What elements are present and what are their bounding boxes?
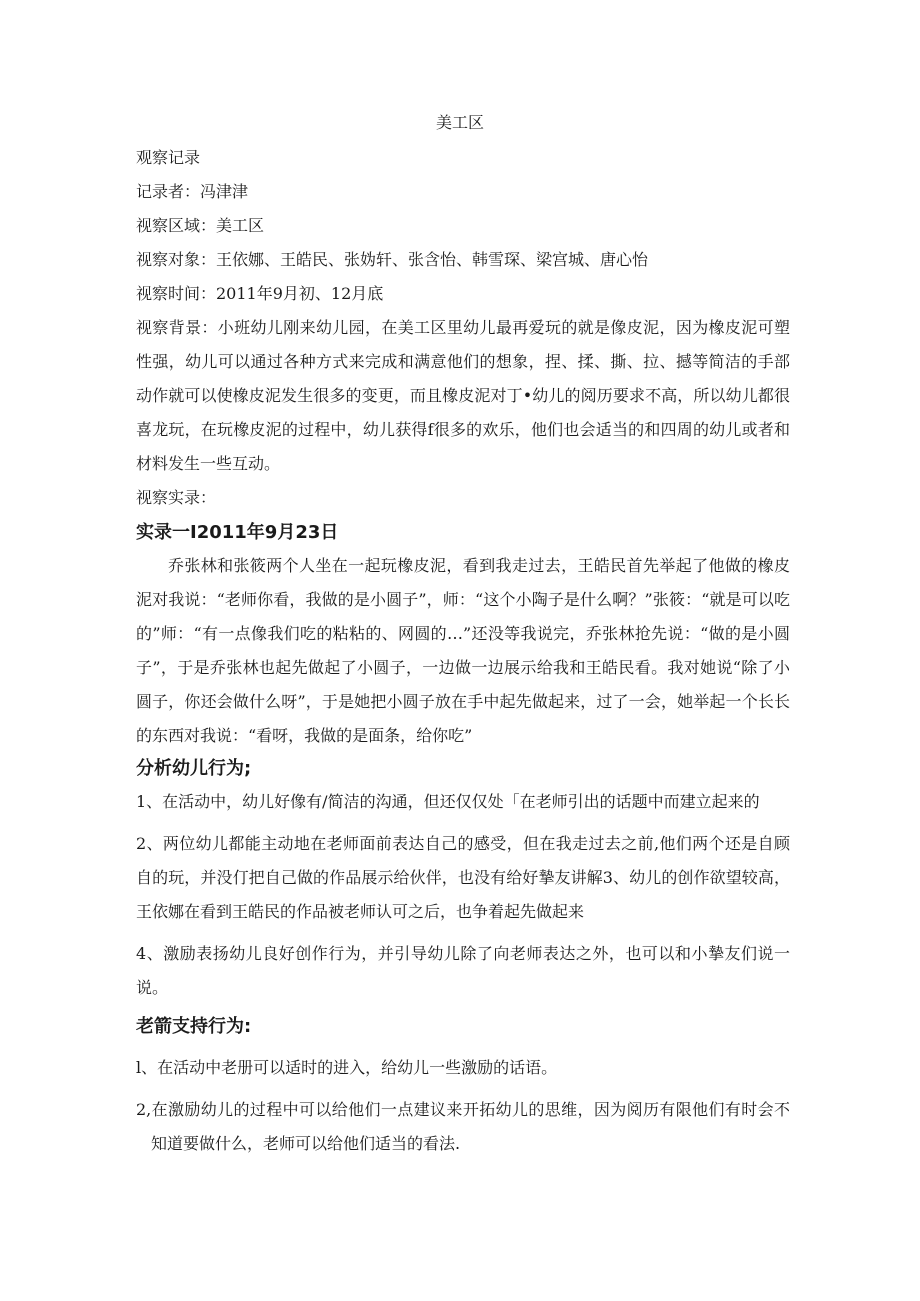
document-body [136,141,790,1161]
area-line: 视察区域：美工区 [136,216,265,235]
analysis-heading: 分析幼儿行为; [136,758,252,779]
recorder-line: 记录者：冯津津 [136,182,249,201]
document-title: 美工区 [435,113,484,132]
support-item: 2,在激励幼儿的过程中可以给他们一点建议来开拓幼儿的思维，因为阅历有限他们有时会不知道要做什么，老师可以给他们适当的看法. [136,1100,790,1153]
analysis-item: 2、两位幼儿都能主动地在老师面前表达自己的感受，但在我走过去之前,他们两个还是自顾自的玩，并没仃把自己做的作品展示给伙伴，也没有给好摯友讲解3、幼儿的创作欲望较高，王依娜在看到王皓民的作品被老师认可之后，也争着起先做起来 [136,834,790,921]
record-paragraph: 乔张林和张筱两个人坐在一起玩橡皮泥，看到我走过去，王皓民首先举起了他做的橡皮泥对我说：“老师你看，我做的是小圆子”，师：“这个小陶子是什么啊？”张筱：“就是可以吃的”师：“有一点像我们吃的粘粘的、网圆的…”还没等我说完，乔张林抢先说：“做的是小圆子”，于是乔张林也起先做起了小圆子，一边做一边展示给我和王皓民看。我对她说“除了小圆子，你还会做什么呀”，于是她把小圆子放在手中起先做起来，过了一会，她举起一个长长的东西对我说：“看呀，我做的是面条，给你吃” [136,556,790,745]
time-line: 视察时间：2011年9月初、12月底 [136,284,384,303]
analysis-item: 4、激励表扬幼儿良好创作行为，并引导幼儿除了向老师表达之外，也可以和小摯友们说一说。 [136,944,790,997]
record-heading: 实录一I2011年9月23日 [136,522,339,543]
support-item: l、在活动中老册可以适时的进入，给幼儿一些激励的话语。 [136,1058,558,1077]
observation-label: 观察记录 [136,148,201,167]
support-heading: 老箭支持行为: [136,1016,252,1037]
analysis-item: 1、在活动中，幼儿好像有/简洁的沟通，但还仅仅处「在老师引出的话题中而建立起来的 [136,792,760,811]
background-paragraph: 视察背景：小班幼儿刚来幼儿园，在美工区里幼儿最再爱玩的就是像皮泥，因为橡皮泥可塑性强，幼儿可以通过各种方式来完成和满意他们的想象，捏、揉、撕、拉、撼等简洁的手部动作就可以使橡皮泥发生很多的变更，而且橡皮泥对丁•幼儿的阅历要求不高，所以幼儿都很喜龙玩，在玩橡皮泥的过程中，幼儿获得f很多的欢乐，他们也会适当的和四周的幼儿或者和材料发生一些互动。 [136,318,790,473]
record-label: 视察实录： [136,488,217,507]
subjects-line: 视察对象：王依娜、王皓民、张妫轩、张含怡、韩雪琛、梁宫城、唐心怡 [136,250,649,269]
